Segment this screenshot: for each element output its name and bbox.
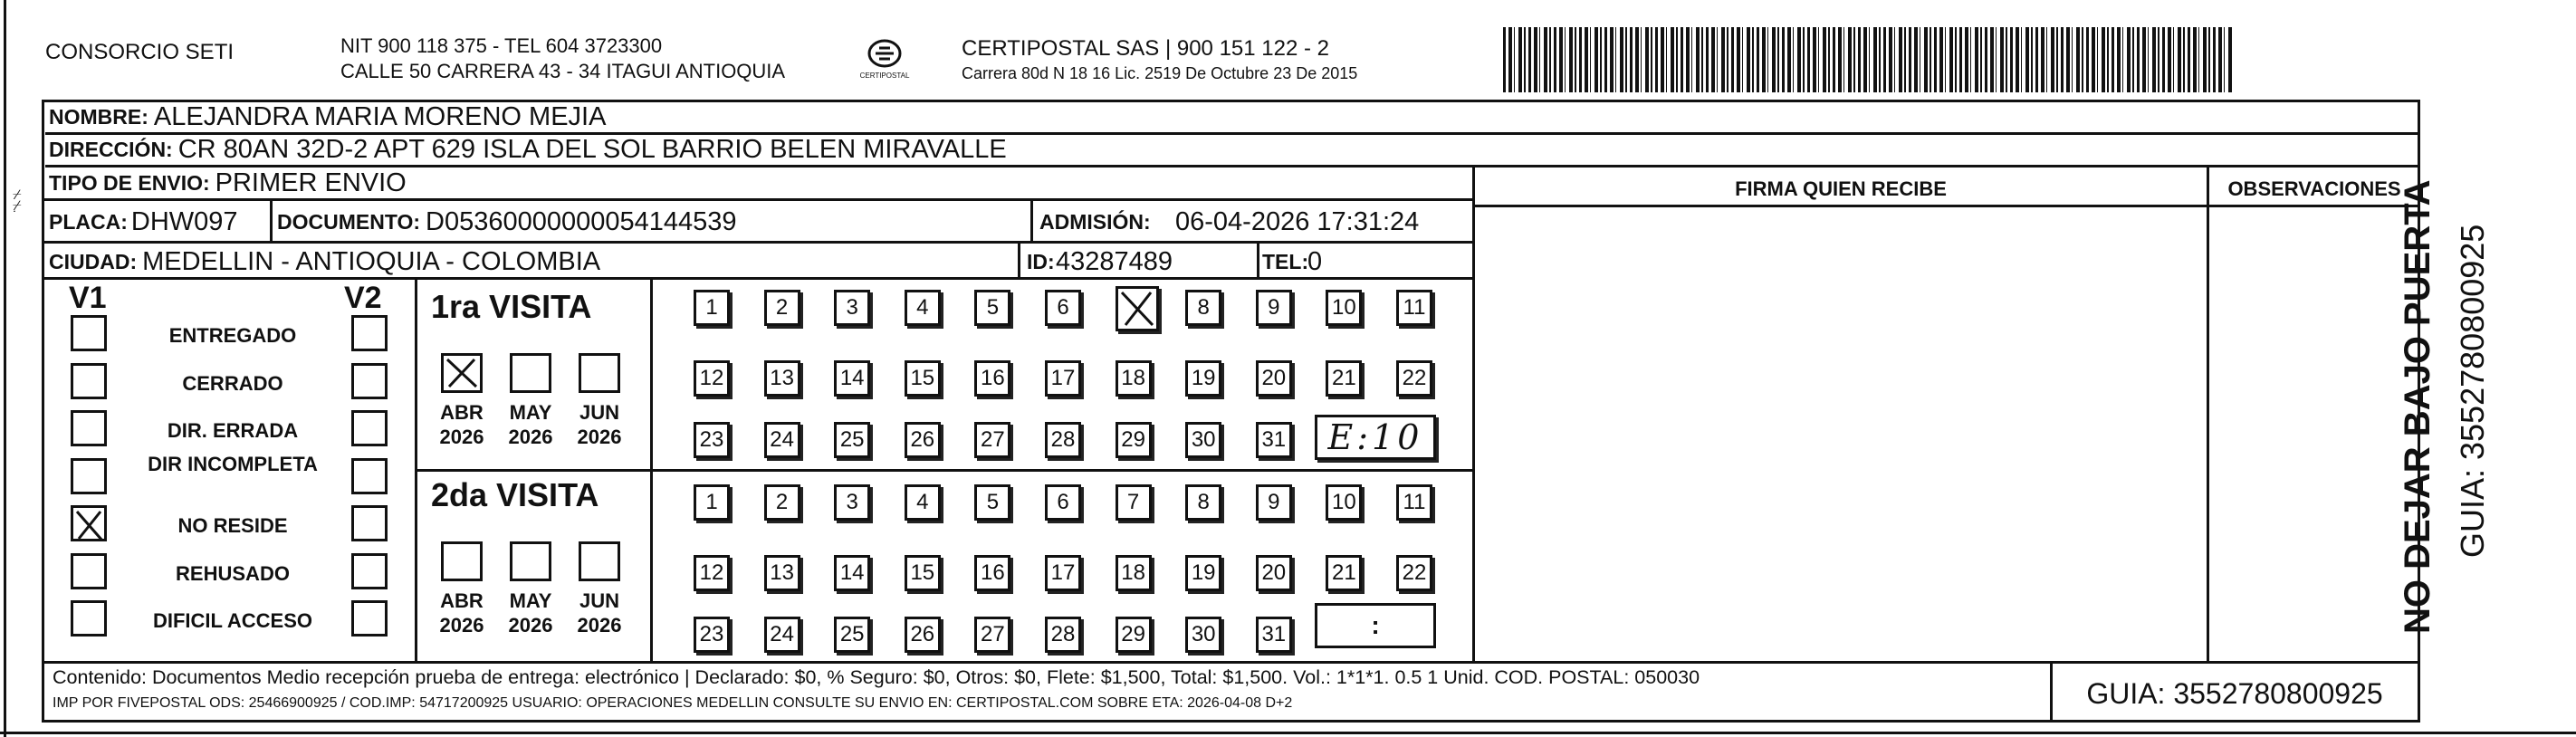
day-box[interactable]: 27 [974, 422, 1010, 458]
month-year: 2026 [508, 614, 553, 636]
day-box[interactable]: 24 [764, 422, 800, 458]
plate-label: PLACA: [49, 209, 128, 234]
day-box[interactable]: 29 [1116, 422, 1152, 458]
day-box[interactable]: 17 [1045, 555, 1081, 591]
column-divider [1472, 168, 1475, 664]
second-visit-time-box[interactable] [1315, 603, 1436, 648]
document-label: DOCUMENTO: [277, 209, 421, 234]
reason-label: DIFICIL ACCESO [152, 609, 312, 632]
day-box[interactable]: 1 [694, 484, 730, 521]
day-box[interactable]: 21 [1326, 555, 1362, 591]
day-box[interactable]: 3 [834, 484, 870, 521]
day-box[interactable]: 25 [834, 422, 870, 458]
reason-label: DIR INCOMPLETA [148, 452, 318, 475]
reason-label: CERRADO [182, 371, 283, 395]
v2-checkbox[interactable] [351, 505, 388, 541]
v1-checkbox[interactable] [71, 553, 107, 589]
footer-guide: GUIA: 3552780800925 [2086, 677, 2383, 710]
tel-label: TEL: [1262, 249, 1309, 273]
day-box[interactable]: 20 [1256, 360, 1292, 397]
month-year: 2026 [439, 426, 484, 448]
divider [415, 469, 1474, 472]
month-name: ABR [440, 589, 484, 612]
day-box[interactable]: 9 [1256, 484, 1292, 521]
name-row [45, 102, 2420, 135]
day-box[interactable]: 21 [1326, 360, 1362, 397]
day-box[interactable]: 30 [1185, 422, 1221, 458]
day-box[interactable]: 28 [1045, 617, 1081, 653]
day-box[interactable]: 10 [1326, 484, 1362, 521]
day-box[interactable]: 1 [694, 290, 730, 326]
column-divider [2207, 168, 2209, 664]
day-box[interactable]: 8 [1185, 484, 1221, 521]
v2-checkbox[interactable] [351, 410, 388, 446]
month-year: 2026 [577, 426, 622, 448]
day-box[interactable]: 27 [974, 617, 1010, 653]
day-box[interactable]: 14 [834, 555, 870, 591]
month-year: 2026 [577, 614, 622, 636]
day-box[interactable]: 13 [764, 555, 800, 591]
v2-label: V2 [344, 281, 382, 315]
day-box[interactable]: 19 [1185, 360, 1221, 397]
day-box[interactable]: 3 [834, 290, 870, 326]
day-box[interactable]: 30 [1185, 617, 1221, 653]
day-box[interactable]: 26 [905, 617, 941, 653]
month-label [569, 400, 630, 449]
day-box[interactable]: 12 [694, 360, 730, 397]
day-box[interactable]: 26 [905, 422, 941, 458]
v2-checkbox[interactable] [351, 363, 388, 399]
shipment-type: PRIMER ENVIO [215, 168, 407, 197]
day-box[interactable]: 18 [1116, 555, 1152, 591]
second-visit-time-placeholder: : [1371, 611, 1380, 639]
day-box[interactable]: 18 [1116, 360, 1152, 397]
day-box[interactable]: 12 [694, 555, 730, 591]
day-box[interactable]: 10 [1326, 290, 1362, 326]
day-box[interactable]: 16 [974, 555, 1010, 591]
first-visit-title: 1ra VISITA [431, 288, 592, 325]
v1-checkbox[interactable] [71, 600, 107, 636]
admission-label: ADMISIÓN: [1039, 209, 1151, 234]
day-box[interactable]: 22 [1396, 360, 1432, 397]
divider [415, 280, 417, 664]
day-box[interactable]: 17 [1045, 360, 1081, 397]
divider [650, 280, 653, 664]
certipostal-logo [847, 38, 923, 92]
plate-value: DHW097 [130, 206, 238, 236]
address-row [45, 135, 2420, 168]
month-year: 2026 [439, 614, 484, 636]
plate-row [45, 201, 1474, 243]
month-checkbox[interactable] [579, 541, 620, 581]
day-box[interactable]: 23 [694, 422, 730, 458]
divider [1257, 244, 1259, 280]
month-label [500, 589, 561, 637]
month-checkbox[interactable] [510, 541, 551, 581]
month-label [500, 400, 561, 449]
month-checkbox[interactable] [441, 541, 483, 581]
name-label: NOMBRE: [49, 105, 148, 129]
v1-checkbox[interactable] [71, 315, 107, 351]
day-box[interactable]: 6 [1045, 290, 1081, 326]
side-mark: ⌿ ⌿ ˙ [13, 187, 22, 225]
document-value: D05360000000054144539 [426, 206, 737, 236]
check-mark-icon [444, 356, 480, 390]
company-name: CONSORCIO SETI [45, 40, 235, 64]
day-box[interactable]: 31 [1256, 422, 1292, 458]
city-value: MEDELLIN - ANTIOQUIA - COLOMBIA [142, 246, 601, 276]
month-name: MAY [509, 401, 552, 424]
day-box[interactable]: 2 [764, 290, 800, 326]
day-box[interactable]: 15 [905, 555, 941, 591]
first-visit-time-box[interactable] [1315, 415, 1436, 460]
v2-checkbox[interactable] [351, 458, 388, 494]
day-box[interactable]: 15 [905, 360, 941, 397]
check-mark-icon [73, 508, 110, 544]
divider [2050, 661, 2053, 723]
month-year: 2026 [508, 426, 553, 448]
month-checkbox[interactable] [579, 353, 620, 393]
city-label: CIUDAD: [49, 249, 138, 273]
month-label [569, 589, 630, 637]
company-address: CALLE 50 CARRERA 43 - 34 ITAGUI ANTIOQUIA [340, 60, 786, 82]
day-box[interactable]: 23 [694, 617, 730, 653]
month-label [431, 589, 493, 637]
city-row [45, 244, 1474, 280]
day-box[interactable]: 14 [834, 360, 870, 397]
day-mark-icon [1118, 289, 1156, 329]
id-value: 43287489 [1056, 246, 1173, 276]
day-box[interactable]: 20 [1256, 555, 1292, 591]
print-line: IMP POR FIVEPOSTAL ODS: 25466900925 / COD.IMP: 54717200925 USUARIO: OPERACIONES MEDELLIN CONSULTE SU ENVIO EN: CERTIPOSTAL.COM SOBRE ETA: 2026-04-08 D+2 [53, 695, 1293, 711]
day-box[interactable]: 5 [974, 484, 1010, 521]
divider [42, 277, 1474, 280]
carrier-address: Carrera 80d N 18 16 Lic. 2519 De Octubre 23 De 2015 [962, 64, 1358, 82]
month-checkbox[interactable] [510, 353, 551, 393]
day-box[interactable]: 8 [1185, 290, 1221, 326]
day-box[interactable]: 16 [974, 360, 1010, 397]
side-warning: NO DEJAR BAJO PUERTA [2398, 179, 2437, 634]
day-box[interactable]: 2 [764, 484, 800, 521]
v1-label: V1 [69, 281, 107, 315]
barcode [1503, 27, 2232, 92]
admission-value: 06-04-2026 17:31:24 [1175, 206, 1420, 236]
id-label: ID: [1027, 249, 1055, 273]
reason-label: DIR. ERRADA [167, 419, 299, 442]
reason-label: REHUSADO [176, 561, 290, 585]
recipient-address: CR 80AN 32D-2 APT 629 ISLA DEL SOL BARRIO BELEN MIRAVALLE [177, 135, 1007, 164]
signature-header: FIRMA QUIEN RECIBE [1735, 177, 1947, 200]
v2-checkbox[interactable] [351, 600, 388, 636]
v1-checkbox[interactable] [71, 410, 107, 446]
day-box[interactable]: 22 [1396, 555, 1432, 591]
v1-checkbox[interactable] [71, 458, 107, 494]
nit-line: NIT 900 118 375 - TEL 604 3723300 [340, 34, 663, 57]
day-box[interactable]: 29 [1116, 617, 1152, 653]
column-header-line [1472, 205, 2418, 207]
recipient-name: ALEJANDRA MARIA MORENO MEJIA [153, 102, 607, 131]
second-visit-title: 2da VISITA [431, 476, 599, 513]
day-box[interactable]: 7 [1116, 484, 1152, 521]
content-line: Contenido: Documentos Medio recepción prueba de entrega: electrónico | Declarado: $0, % Seguro: $0, Otros: $0, Flete: $1,500, Total: $1,500. Vol.: 1*1*1. 0.5 1 Unid. COD. POSTAL: 050030 [53, 666, 1700, 688]
logo-text: CERTIPOSTAL [859, 72, 910, 80]
left-edge-line [4, 0, 6, 737]
month-name: JUN [579, 589, 619, 612]
day-box[interactable]: 31 [1256, 617, 1292, 653]
tel-value: 0 [1307, 246, 1323, 276]
shipment-type-label: TIPO DE ENVIO: [49, 170, 210, 195]
bottom-edge [0, 732, 2576, 734]
day-box[interactable]: 11 [1396, 484, 1432, 521]
side-guide: GUIA: 3552780800925 [2454, 224, 2491, 558]
day-box[interactable]: 4 [905, 290, 941, 326]
divider [1030, 201, 1033, 243]
month-label [431, 400, 493, 449]
v1-checkbox[interactable] [71, 363, 107, 399]
shipment-type-row [45, 168, 1474, 198]
day-box[interactable]: 13 [764, 360, 800, 397]
month-checkbox[interactable] [441, 353, 483, 393]
divider [270, 201, 273, 243]
footer-top-line [42, 661, 2420, 664]
observations-header: OBSERVACIONES [2227, 177, 2401, 200]
v2-checkbox[interactable] [351, 553, 388, 589]
day-box[interactable]: 25 [834, 617, 870, 653]
address-label: DIRECCIÓN: [49, 138, 173, 161]
month-name: MAY [509, 589, 552, 612]
month-name: ABR [440, 401, 484, 424]
day-box[interactable]: 5 [974, 290, 1010, 326]
day-box[interactable]: 9 [1256, 290, 1292, 326]
divider [1018, 244, 1020, 280]
day-box[interactable]: 6 [1045, 484, 1081, 521]
day-box[interactable]: 4 [905, 484, 941, 521]
month-name: JUN [579, 401, 619, 424]
reason-label: NO RESIDE [177, 514, 288, 537]
day-box[interactable] [1116, 286, 1159, 331]
day-box[interactable]: 28 [1045, 422, 1081, 458]
day-box[interactable]: 19 [1185, 555, 1221, 591]
logo-icon [867, 38, 903, 69]
first-visit-time-note: E:10 [1327, 417, 1423, 457]
day-box[interactable]: 11 [1396, 290, 1432, 326]
day-box[interactable]: 24 [764, 617, 800, 653]
carrier-line: CERTIPOSTAL SAS | 900 151 122 - 2 [962, 36, 1329, 61]
v1-checkbox[interactable] [71, 505, 107, 541]
reason-label: ENTREGADO [168, 324, 297, 347]
v2-checkbox[interactable] [351, 315, 388, 351]
